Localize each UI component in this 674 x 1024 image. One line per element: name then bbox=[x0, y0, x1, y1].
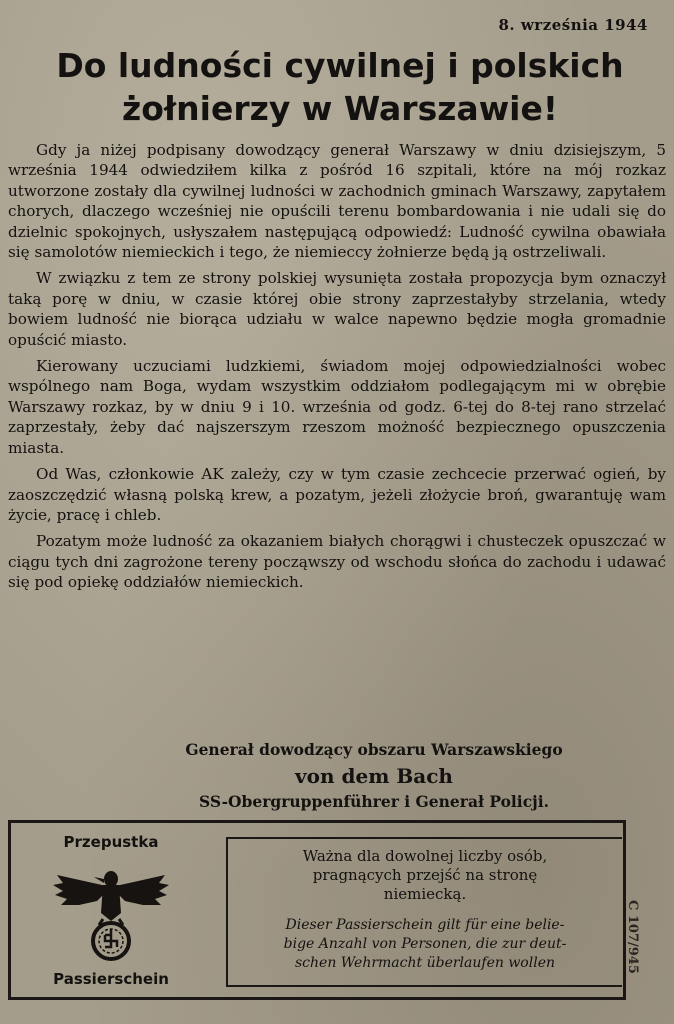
signature-name: von dem Bach bbox=[295, 764, 453, 788]
leaflet-date: 8. września 1944 bbox=[498, 16, 648, 34]
paragraph-4: Od Was, członkowie AK zależy, czy w tym czasie zechcecie przerwać ogień, by zaoszczędzić własną polską krew, a pozatym, jeżeli złożycie broń, gwarantuję wam życie, pracę i chleb. bbox=[8, 465, 666, 524]
pass-title-pl: Przepustka bbox=[63, 833, 159, 851]
pass-text-pl-1: Ważna dla dowolnej liczby osób, bbox=[302, 847, 548, 865]
pass-coupon bbox=[8, 820, 626, 1000]
pass-text-de-3: schen Wehrmacht überlaufen wollen bbox=[295, 955, 555, 971]
paragraph-1: Gdy ja niżej podpisany dowodzący generał Warszawy w dniu dzisiejszym, 5 września 1944 odwiedziłem kilka z pośród 16 szpitali, które na mój rozkaz utworzone zostały dla cywilnej ludności w zachodnich gminach Warszawy, zapytałem chorych, dlaczego wcześniej nie opuścili terenu bombardowania i nie udali się do dzielnic spokojnych, usłyszałem następującą odpowiedź: Ludność cywilna obawiała się samolotów niemieckich i tego, że niemieccy żołnierze będą ją ostrzeliwali. bbox=[8, 141, 666, 262]
pass-text-de-2: bige Anzahl von Personen, die zur deut- bbox=[283, 936, 567, 952]
archive-mark: C 107/945 bbox=[625, 900, 640, 974]
paragraph-2: W związku z tem ze strony polskiej wysunięta została propozycja bym oznaczył taką porę w dniu, w czasie której obie strony zaprzestałyby strzelania, wtedy bowiem ludność nie biorąca udziału w walce napewno będzie mogła gromadnie opuścić miasto. bbox=[8, 269, 666, 349]
leaflet-body bbox=[8, 140, 666, 599]
leaflet-title bbox=[20, 44, 660, 130]
title-line-1: Do ludności cywilnej i polskich bbox=[56, 46, 624, 85]
title-line-2: żołnierzy w Warszawie! bbox=[122, 89, 558, 128]
pass-title-de: Passierschein bbox=[53, 970, 169, 988]
signature-title: SS-Obergruppenführer i Generał Policji. bbox=[198, 792, 550, 811]
pass-text-de bbox=[228, 916, 622, 973]
pass-text-de-1: Dieser Passierschein gilt für eine belie- bbox=[285, 917, 565, 933]
paragraph-5: Pozatym może ludność za okazaniem białych chorągwi i chusteczek opuszczać w ciągu tych dni zagrożone tereny począwszy od wschodu słońca do zachodu i udawać się pod opiekę oddziałów niemieckich. bbox=[8, 532, 666, 592]
pass-emblem-panel bbox=[11, 823, 211, 997]
pass-text-pl-2: pragnących przejść na stronę bbox=[312, 866, 538, 884]
signature-rank: Generał dowodzący obszaru Warszawskiego bbox=[185, 740, 563, 759]
pass-text-panel bbox=[226, 837, 622, 987]
paragraph-3: Kierowany uczuciami ludzkiemi, świadom mojej odpowiedzialności wobec wspólnego nam Boga, wydam wszystkim oddziałom podlegającym mi w obrębie Warszawy rozkaz, by w dniu 9 i 10. września od godz. 6-tej do 8-tej rano strzelać zaprzestały, żeby dać najszerszym rzeszom możność bezpiecznego opuszczenia miasta. bbox=[8, 357, 666, 457]
eagle-emblem-icon bbox=[49, 857, 173, 965]
signature-block bbox=[114, 737, 634, 815]
pass-text-pl-3: niemiecką. bbox=[383, 885, 467, 903]
